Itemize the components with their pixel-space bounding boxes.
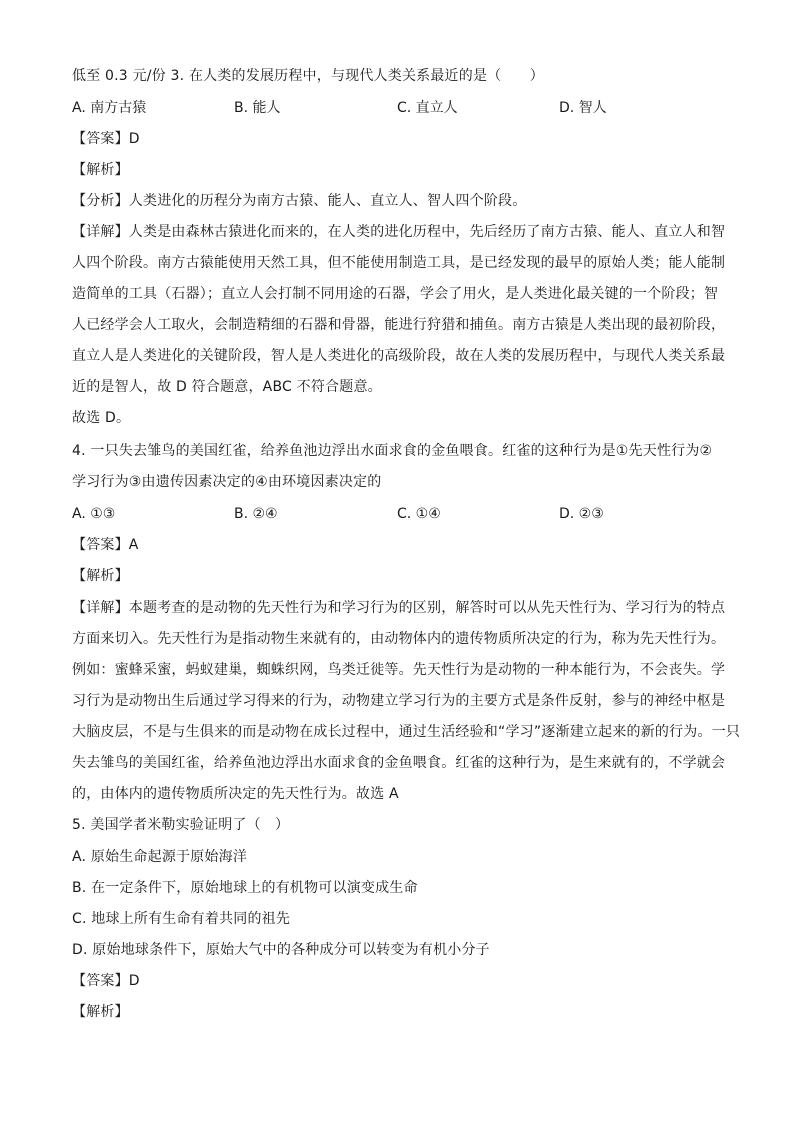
q4-stem-line: 4. 一只失去雏鸟的美国红雀，给养鱼池边浮出水面求食的金鱼喂食。红雀的这种行为是①先天性行为② [72,443,713,459]
q3-detail-line: 【详解】人类是由森林古猿进化而来的，在人类的进化历程中，先后经历了南方古猿、能人、直立人和智 [72,224,726,240]
q5-option-b: B. 在一定条件下，原始地球上的有机物可以演变成生命 [72,880,418,896]
q5-stem: 5. 美国学者米勒实验证明了（ ） [72,817,290,833]
q4-detail-line: 大脑皮层，不是与生俱来的而是动物在成长过程中，通过生活经验和“学习”逐渐建立起来的新的行为。一只 [72,724,741,740]
q3-option-b: B. 能人 [234,100,281,116]
q4-answer: 【答案】A [72,537,139,553]
q3-stem: 低至 0.3 元/份 3. 在人类的发展历程中，与现代人类关系最近的是（ ） [72,68,544,84]
q3-analysis-heading: 【解析】 [72,162,129,178]
q4-stem-line: 学习行为③由遗传因素决定的④由环境因素决定的 [72,474,382,490]
q3-detail-line: 直立人是人类进化的关键阶段，智人是人类进化的高级阶段，故在人类的发展历程中，与现代人类关系最 [72,348,726,364]
q4-detail-line: 习行为是动物出生后通过学习得来的行为，动物建立学习行为的主要方式是条件反射，参与的神经中枢是 [72,693,726,709]
q4-option-a: A. ①③ [72,506,116,522]
q4-detail-line: 例如：蜜蜂采蜜，蚂蚁建巢，蜘蛛织网，鸟类迁徙等。先天性行为是动物的一种本能行为，不会丧失。学 [72,662,726,678]
q5-option-d: D. 原始地球条件下，原始大气中的各种成分可以转变为有机小分子 [72,942,490,958]
q3-conclusion: 故选 D。 [72,410,131,426]
q4-option-d: D. ②③ [559,506,604,522]
q3-detail-line: 人已经学会人工取火，会制造精细的石器和骨器，能进行狩猎和捕鱼。南方古猿是人类出现的最初阶段， [72,317,726,333]
q3-option-d: D. 智人 [559,100,607,116]
q4-detail-line: 【详解】本题考查的是动物的先天性行为和学习行为的区别，解答时可以从先天性行为、学习行为的特点 [72,600,726,616]
q3-answer: 【答案】D [72,131,140,147]
q5-analysis-heading: 【解析】 [72,1004,129,1020]
q3-detail-line: 近的是智人，故 D 符合题意，ABC 不符合题意。 [72,379,382,395]
q3-option-c: C. 直立人 [397,100,458,116]
q4-option-b: B. ②④ [234,506,278,522]
q4-detail-line: 失去雏鸟的美国红雀，给养鱼池边浮出水面求食的金鱼喂食。红雀的这种行为，是生来就有的，不学就会 [72,755,726,771]
q3-detail-line: 人四个阶段。南方古猿能使用天然工具，但不能使用制造工具，是已经发现的最早的原始人类；能人能制 [72,255,726,271]
q4-detail-line: 方面来切入。先天性行为是指动物生来就有的，由动物体内的遗传物质所决定的行为，称为先天性行为。 [72,631,726,647]
q4-analysis-heading: 【解析】 [72,568,129,584]
q4-detail-line: 的，由体内的遗传物质所决定的先天性行为。故选 A [72,786,399,802]
q5-answer: 【答案】D [72,973,140,989]
q3-detail-line: 造简单的工具（石器）；直立人会打制不同用途的石器，学会了用火，是人类进化最关键的一个阶段；智 [72,286,719,302]
q5-option-a: A. 原始生命起源于原始海洋 [72,849,248,865]
q5-option-c: C. 地球上所有生命有着共同的祖先 [72,911,291,927]
q3-fenxi: 【分析】人类进化的历程分为南方古猿、能人、直立人、智人四个阶段。 [72,193,527,209]
q4-option-c: C. ①④ [397,506,441,522]
q3-option-a: A. 南方古猿 [72,100,147,116]
